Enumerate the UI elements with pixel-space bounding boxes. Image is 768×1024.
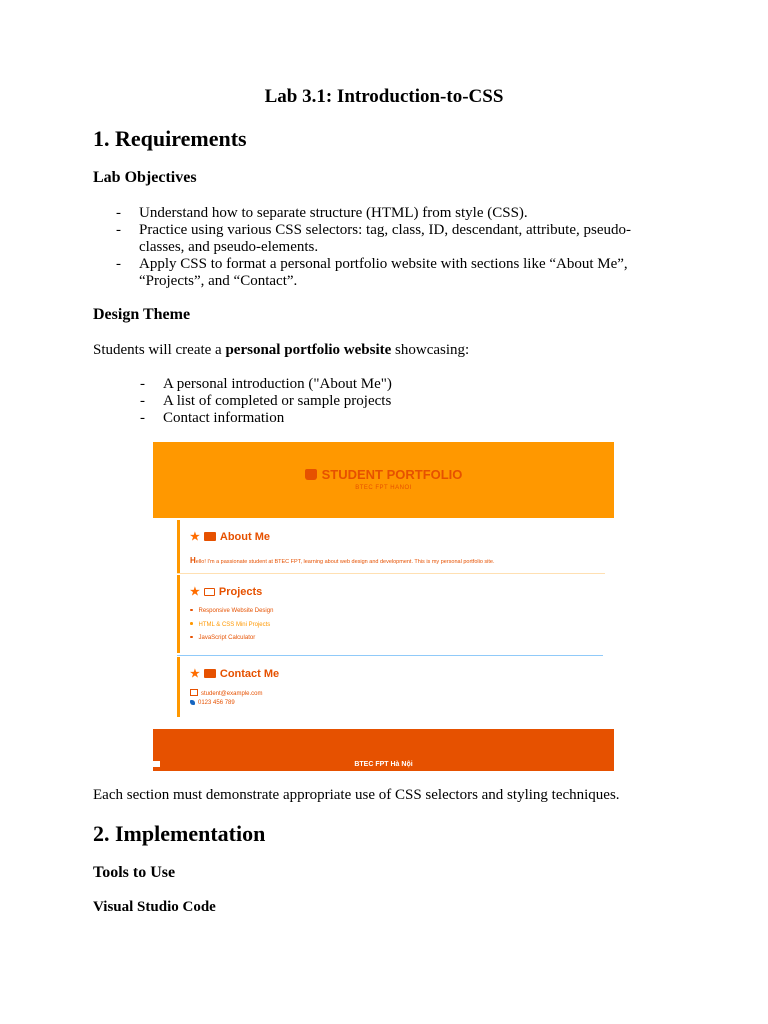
list-item: HTML & CSS Mini Projects — [190, 619, 273, 633]
portfolio-header — [153, 442, 614, 518]
tool-name: Visual Studio Code — [93, 899, 216, 915]
design-intro: Students will create a personal portfolio website showcasing: — [93, 342, 470, 358]
list-item: - Contact information — [140, 410, 285, 426]
about-heading: ★ About Me — [190, 531, 270, 543]
phone-icon — [190, 700, 195, 705]
projects-list — [190, 605, 273, 646]
section-heading-requirements: 1. Requirements — [93, 126, 247, 151]
figure-followup-text: Each section must demonstrate appropriate use of CSS selectors and styling techniques. — [93, 787, 620, 803]
contact-section — [177, 657, 608, 717]
portfolio-subtitle: BTEC FPT HANOI — [355, 485, 412, 491]
section-heading-implementation: 2. Implementation — [93, 821, 266, 846]
subheading-tools: Tools to Use — [93, 864, 176, 881]
divider-highlight — [177, 655, 603, 656]
list-item: - A list of completed or sample projects — [140, 393, 392, 409]
portfolio-footer: BTEC FPT Hà Nội — [153, 729, 614, 771]
list-item: - A personal introduction ("About Me") — [140, 376, 392, 392]
contact-email: student@example.com — [190, 689, 262, 697]
divider — [177, 573, 605, 574]
list-item: Responsive Website Design — [190, 605, 273, 619]
laptop-icon — [204, 588, 215, 596]
star-icon: ★ — [190, 531, 200, 543]
id-card-icon — [204, 532, 216, 541]
about-text: Hello! I'm a passionate student at BTEC FPT, learning about web design and development. This is my personal portfolio site. — [190, 556, 495, 565]
projects-section — [177, 575, 608, 653]
page-title: Lab 3.1: Introduction-to-CSS — [264, 86, 504, 107]
portfolio-preview-figure — [153, 442, 614, 771]
list-item: - Practice using various CSS selectors: tag, class, ID, descendant, attribute, pseudo- — [116, 222, 631, 238]
projects-heading: ★ Projects — [190, 586, 263, 598]
list-item-continuation: classes, and pseudo-elements. — [139, 239, 319, 255]
objectives-list — [116, 205, 676, 290]
list-item-continuation: “Projects”, and “Contact”. — [139, 273, 298, 289]
envelope-icon — [204, 669, 216, 678]
contact-heading: ★ Contact Me — [190, 668, 280, 680]
graduation-cap-icon — [305, 469, 317, 480]
about-section — [177, 520, 608, 573]
list-item: - Apply CSS to format a personal portfolio website with sections like “About Me”, — [116, 256, 628, 272]
contact-phone: 0123 456 789 — [190, 700, 235, 706]
design-items-list — [140, 376, 540, 427]
list-item: JavaScript Calculator — [190, 632, 273, 646]
subheading-design-theme: Design Theme — [93, 306, 191, 323]
email-icon — [190, 689, 198, 696]
star-icon: ★ — [190, 668, 200, 680]
star-icon: ★ — [190, 586, 200, 598]
portfolio-title: STUDENT PORTFOLIO — [153, 467, 614, 482]
list-item: - Understand how to separate structure (HTML) from style (CSS). — [116, 205, 528, 221]
subheading-lab-objectives: Lab Objectives — [93, 169, 197, 186]
